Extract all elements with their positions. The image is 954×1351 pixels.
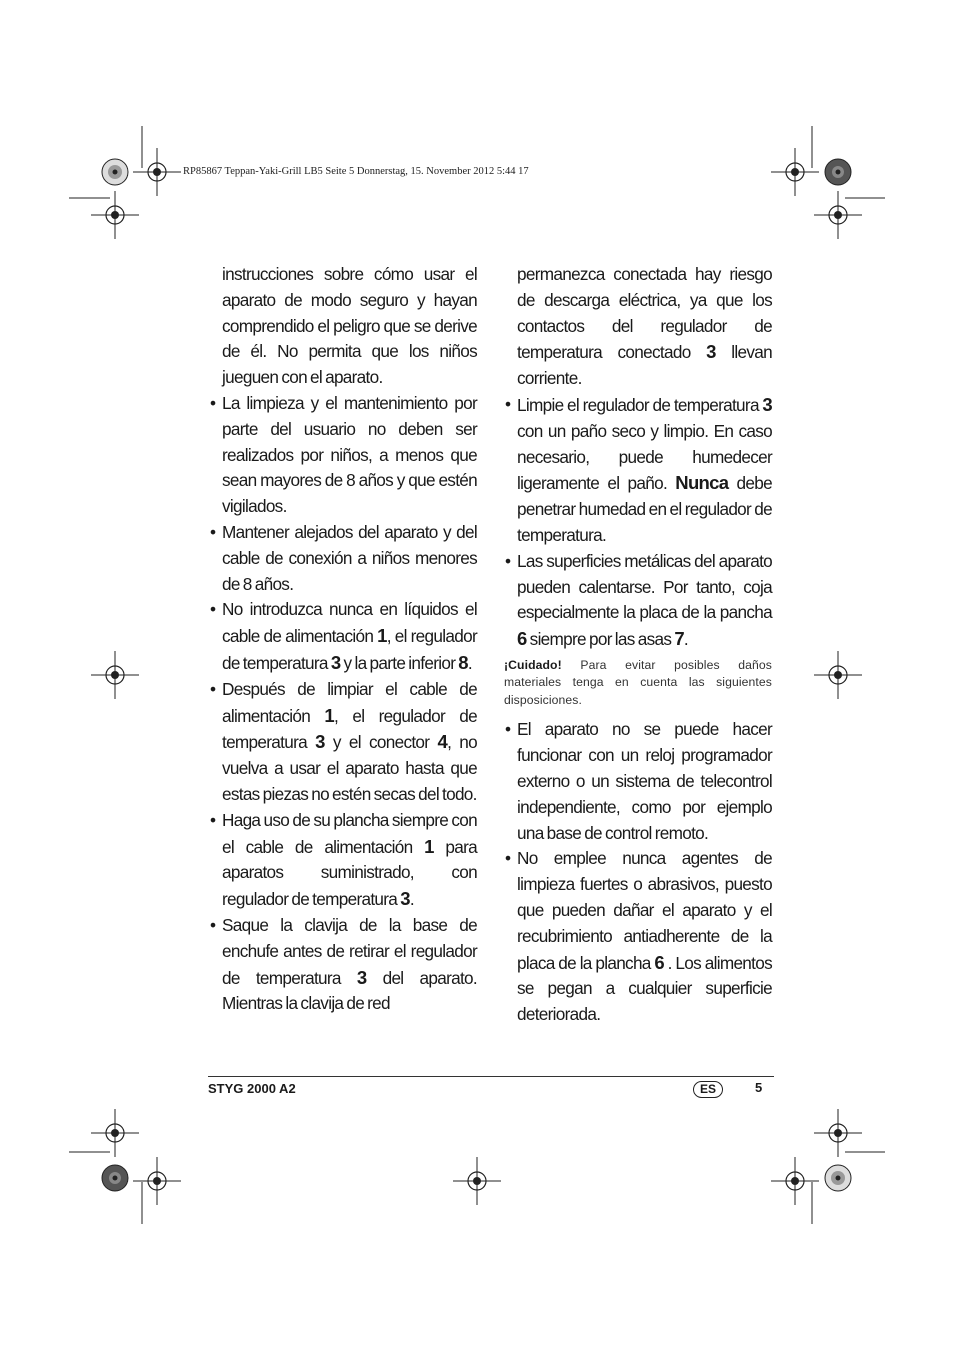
part-number: 6 (517, 628, 527, 650)
left-intro-paragraph: instrucciones sobre cómo usar el aparato de modo seguro y hayan comprendido el peligro que se derive de él. No permita que los niños jueguen con el aparato. (222, 264, 477, 388)
part-number: 1 (377, 625, 387, 647)
bullet-text: y el conector (324, 732, 438, 753)
bullet-text: . (467, 652, 472, 673)
bullet-item (505, 717, 772, 846)
bullet-text: No introduzca nunca en líquidos el cable de alimentación (222, 599, 477, 647)
bullet-text: . (683, 629, 688, 650)
bullet-item (210, 677, 477, 808)
bullet-dot: • (505, 719, 511, 740)
part-number: 3 (315, 731, 325, 753)
part-number: 1 (324, 704, 334, 726)
bullet-item (210, 520, 477, 597)
caution-note (504, 657, 772, 710)
part-number: 3 (356, 966, 367, 988)
bullet-text: Mantener alejados del aparato y del cable de conexión a niños menores de 8 años. (222, 521, 477, 594)
bullet-text: Haga uso de su plancha siempre con el cable de alimentación (222, 809, 477, 857)
part-number: 1 (424, 835, 434, 857)
bullet-item (505, 549, 772, 653)
bullet-text: . Los alimentos se pegan a cualquier superficie deteriorada. (517, 952, 772, 1025)
right-intro-paragraph (517, 262, 772, 392)
bullet-dot: • (505, 393, 511, 414)
bullet-dot: • (210, 809, 216, 830)
bullet-text: La limpieza y el mantenimiento por parte del usuario no deben ser realizados por niños, a menos que sean mayores de 8 años y que estén vigilados. (222, 392, 477, 517)
bullet-text: y la parte inferior (340, 652, 459, 673)
bullet-dot: • (210, 521, 216, 542)
bullet-text: . (409, 889, 414, 910)
bullet-text: , el regulador de temperatura (222, 705, 477, 753)
bullet-item (210, 913, 477, 1017)
bullet-dot: • (210, 678, 216, 699)
part-number: 7 (674, 628, 684, 650)
bullet-dot: • (210, 392, 216, 413)
bullet-text: debe penetrar humedad en el regulador de temperatura. (517, 473, 772, 545)
part-number: 3 (400, 888, 410, 910)
bullet-text: , el regulador de temperatura (222, 626, 477, 673)
bullet-text: , no vuelva a usar el aparato hasta que estas piezas no estén secas del todo. (222, 732, 477, 804)
caution-text: Para evitar posibles daños materiales tenga en cuenta las siguientes disposiciones. (504, 657, 772, 707)
part-number: 4 (437, 731, 448, 753)
bullet-dot: • (210, 914, 216, 935)
bullet-text: No emplee nunca agentes de limpieza fuertes o abrasivos, puesto que pueden dañar el aparato y el recubrimiento antiadherente de la placa de la plancha (517, 848, 772, 973)
bullet-text: con un paño seco y limpio. En caso necesario, puede humedecer ligeramente el paño. (517, 420, 772, 494)
part-number: 3 (706, 341, 716, 363)
language-badge: ES (693, 1081, 723, 1098)
bullet-text: El aparato no se puede hacer funcionar con un reloj programador externo o un sistema de telecontrol independiente, como por ejemplo una base de control remoto. (517, 719, 772, 843)
bullet-text: siempre por las asas (526, 629, 675, 650)
bullet-text: Limpie el regulador de temperatura (517, 394, 763, 415)
bullet-item (210, 597, 477, 676)
bullet-item (210, 391, 477, 520)
bullet-item (505, 846, 772, 1028)
footer-rule (208, 1076, 774, 1077)
bullet-text: del aparato. Mientras la clavija de red (222, 967, 477, 1014)
part-number: 8 (458, 651, 468, 673)
left-column (210, 262, 477, 1017)
emphasis-nunca: Nunca (675, 472, 729, 494)
page-number: 5 (755, 1080, 763, 1095)
right-column (504, 262, 772, 1028)
bullet-text: para aparatos suministrado, con regulador de temperatura (222, 836, 477, 910)
bullet-dot: • (505, 848, 511, 869)
bullet-text: Saque la clavija de la base de enchufe antes de retirar el regulador de temperatura (222, 914, 477, 988)
part-number: 3 (330, 651, 341, 673)
print-slug: RP85867 Teppan-Yaki-Grill LB5 Seite 5 Donnerstag, 15. November 2012 5:44 17 (183, 166, 529, 177)
paragraph-text: llevan corriente. (517, 342, 772, 389)
part-number: 6 (654, 951, 664, 973)
caution-label: ¡Cuidado! (504, 657, 562, 672)
part-number: 3 (762, 393, 772, 415)
bullet-dot: • (505, 550, 511, 571)
bullet-text: Después de limpiar el cable de alimentación (222, 678, 477, 726)
footer-model: STYG 2000 A2 (208, 1081, 296, 1096)
bullet-item (505, 392, 772, 549)
bullet-text: Las superficies metálicas del aparato pueden calentarse. Por tanto, coja especialmente la placa de la pancha (517, 550, 772, 623)
paragraph-text: permanezca conectada hay riesgo de descarga eléctrica, ya que los contactos del regulador de temperatura conectado (517, 264, 772, 363)
bullet-dot: • (210, 599, 216, 620)
bullet-item (210, 808, 477, 913)
